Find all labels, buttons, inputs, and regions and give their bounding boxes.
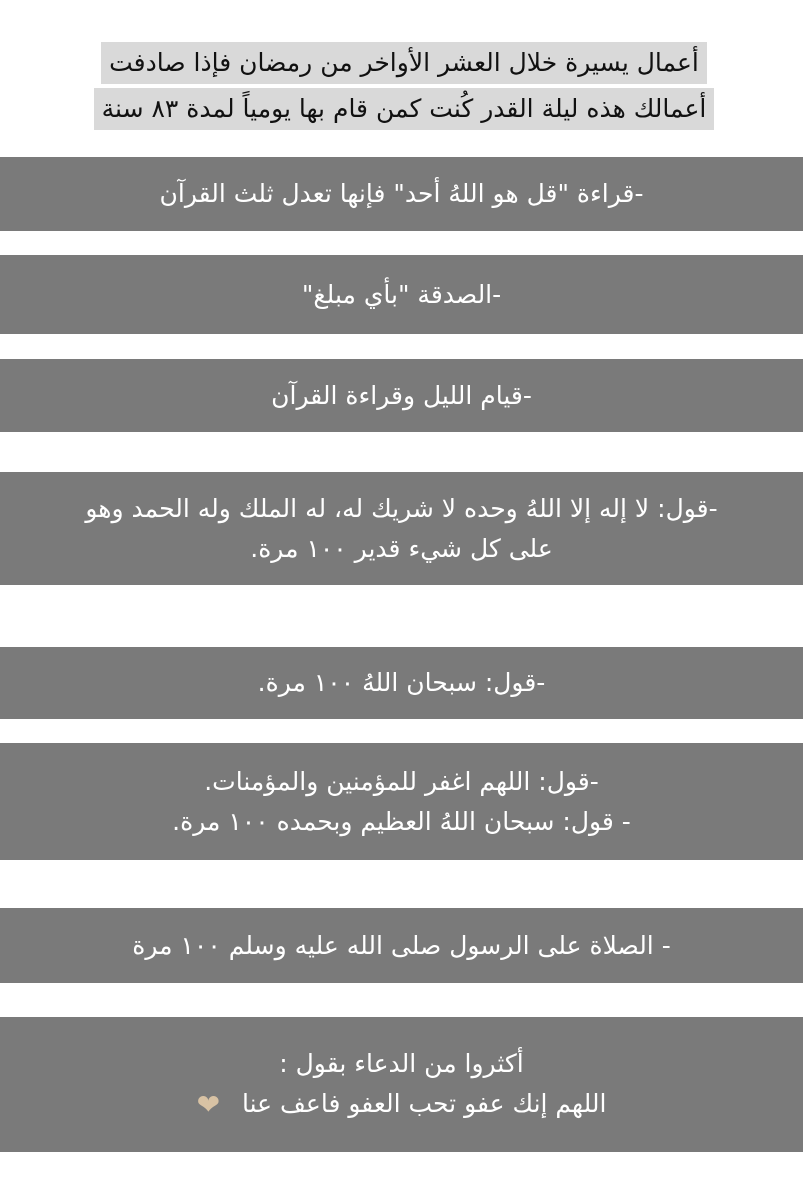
item-8-line-1: أكثروا من الدعاء بقول :	[279, 1049, 524, 1078]
item-band-6	[0, 743, 803, 860]
item-1-line-1: -قراءة "قل هو اللهُ أحد" فإنها تعدل ثلث القرآن	[159, 179, 644, 208]
item-7-line-1: - الصلاة على الرسول صلى الله عليه وسلم ١٠٠ مرة	[132, 930, 671, 960]
item-2-line-1: -الصدقة "بأي مبلغ"	[301, 279, 502, 309]
item-band-3	[0, 359, 803, 432]
item-band-2	[0, 255, 803, 334]
item-5-line-1: -قول: سبحان اللهُ ١٠٠ مرة.	[257, 668, 546, 697]
item-6-line-2: - قول: سبحان اللهُ العظيم وبحمده ١٠٠ مرة.	[172, 806, 631, 836]
item-4-line-1: -قول: لا إله إلا اللهُ وحده لا شريك له، له الملك وله الحمد وهو	[85, 493, 718, 523]
item-3-line-1: -قيام الليل وقراءة القرآن	[271, 380, 532, 410]
item-band-4	[0, 472, 803, 585]
item-band-8	[0, 1017, 803, 1152]
item-band-1	[0, 157, 803, 231]
header-line-1: أعمال يسيرة خلال العشر الأواخر من رمضان فإذا صادفت	[101, 42, 707, 84]
item-band-7	[0, 908, 803, 983]
header	[30, 40, 778, 132]
item-4-line-2: على كل شيء قدير ١٠٠ مرة.	[250, 533, 553, 563]
header-line-2: أعمالك هذه ليلة القدر كُنت كمن قام بها يومياً لمدة ٨٣ سنة	[94, 88, 715, 130]
item-6-line-1: -قول: اللهم اغفر للمؤمنين والمؤمنات.	[204, 766, 599, 796]
item-band-5	[0, 647, 803, 719]
heart-icon: ❤	[196, 1088, 221, 1121]
item-8-line-2	[197, 1084, 607, 1125]
item-8-line-2-text: اللهم إنك عفو تحب العفو فاعف عنا	[242, 1089, 607, 1118]
